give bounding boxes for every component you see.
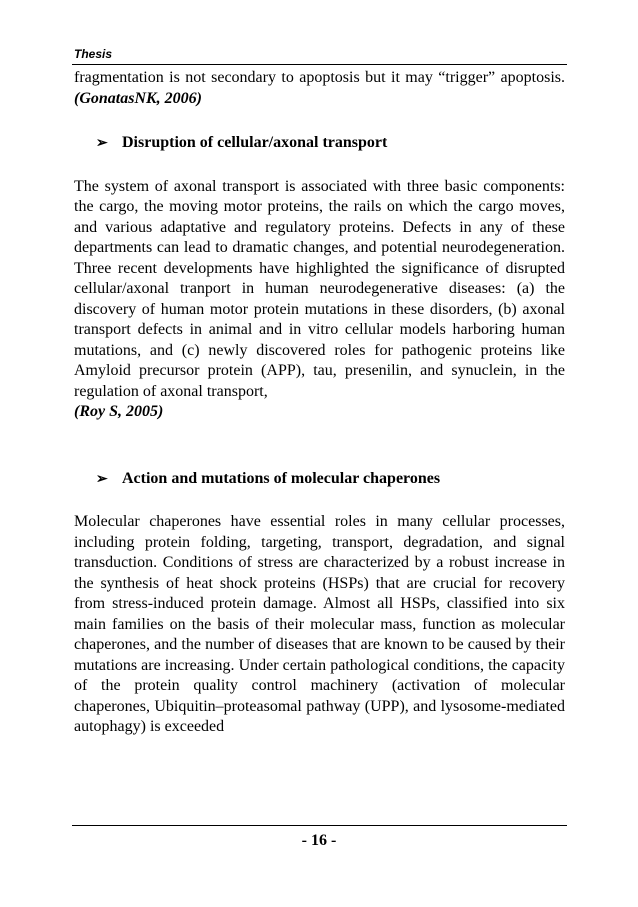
running-header: Thesis: [74, 47, 113, 61]
spacer: [74, 490, 565, 512]
arrow-bullet-icon: ➢: [96, 471, 108, 487]
axonal-transport-paragraph: The system of axonal transport is associated with three basic components: the cargo, the moving motor proteins, the rails on which the cargo moves, and various adaptative and regulatory proteins. Defects in any of these departments can lead to dramatic changes, and potential neurodegeneration. Three recent developments have highlighted the significance of disrupted cellular/axonal tranport in human neurodegenerative diseases: (a) the discovery of human motor protein mutations in these disorders, (b) axonal transport defects in animal and in vitro cellular models harboring human mutations, and (c) newly discovered roles for pathogenic proteins like Amyloid precursor protein (APP), tau, presenilin, and synuclein, in the regulation of axonal transport,: [74, 177, 565, 400]
spacer: [74, 423, 565, 469]
section-heading-text: Action and mutations of molecular chaperones: [122, 469, 441, 487]
intro-paragraph: [74, 68, 565, 109]
spacer: [74, 109, 565, 133]
section-heading-chaperones: [74, 469, 565, 491]
arrow-bullet-icon: ➢: [96, 136, 108, 151]
chaperones-paragraph: Molecular chaperones have essential roles in many cellular processes, including protein folding, targeting, transport, degradation, and signal transduction. Conditions of stress are characterized by a robust increase in the synthesis of heat shock proteins (HSPs) that are crucial for recovery from stress-induced protein damage. Almost all HSPs, classified into six main families on the basis of their molecular mass, function as molecular chaperones, and the number of diseases that are known to be caused by their mutations are increasing. Under certain pathological conditions, the capacity of the protein quality control machinery (activation of molecular chaperones, Ubiquitin–proteasomal pathway (UPP), and lysosome-mediated autophagy) is exceeded: [74, 513, 565, 735]
axonal-transport-citation: (Roy S, 2005): [74, 403, 164, 420]
section-heading-text: Disruption of cellular/axonal transport: [122, 134, 388, 151]
page-number: - 16 -: [301, 832, 337, 849]
header-rule: [72, 64, 567, 65]
intro-citation: (GonatasNK, 2006): [74, 89, 203, 107]
intro-text: fragmentation is not secondary to apoptosis but it may “trigger” apoptosis.: [74, 69, 565, 86]
section-heading-axonal-transport: [74, 133, 565, 155]
spacer: [74, 155, 565, 177]
page-body: [74, 68, 565, 738]
footer-rule: [72, 825, 567, 826]
